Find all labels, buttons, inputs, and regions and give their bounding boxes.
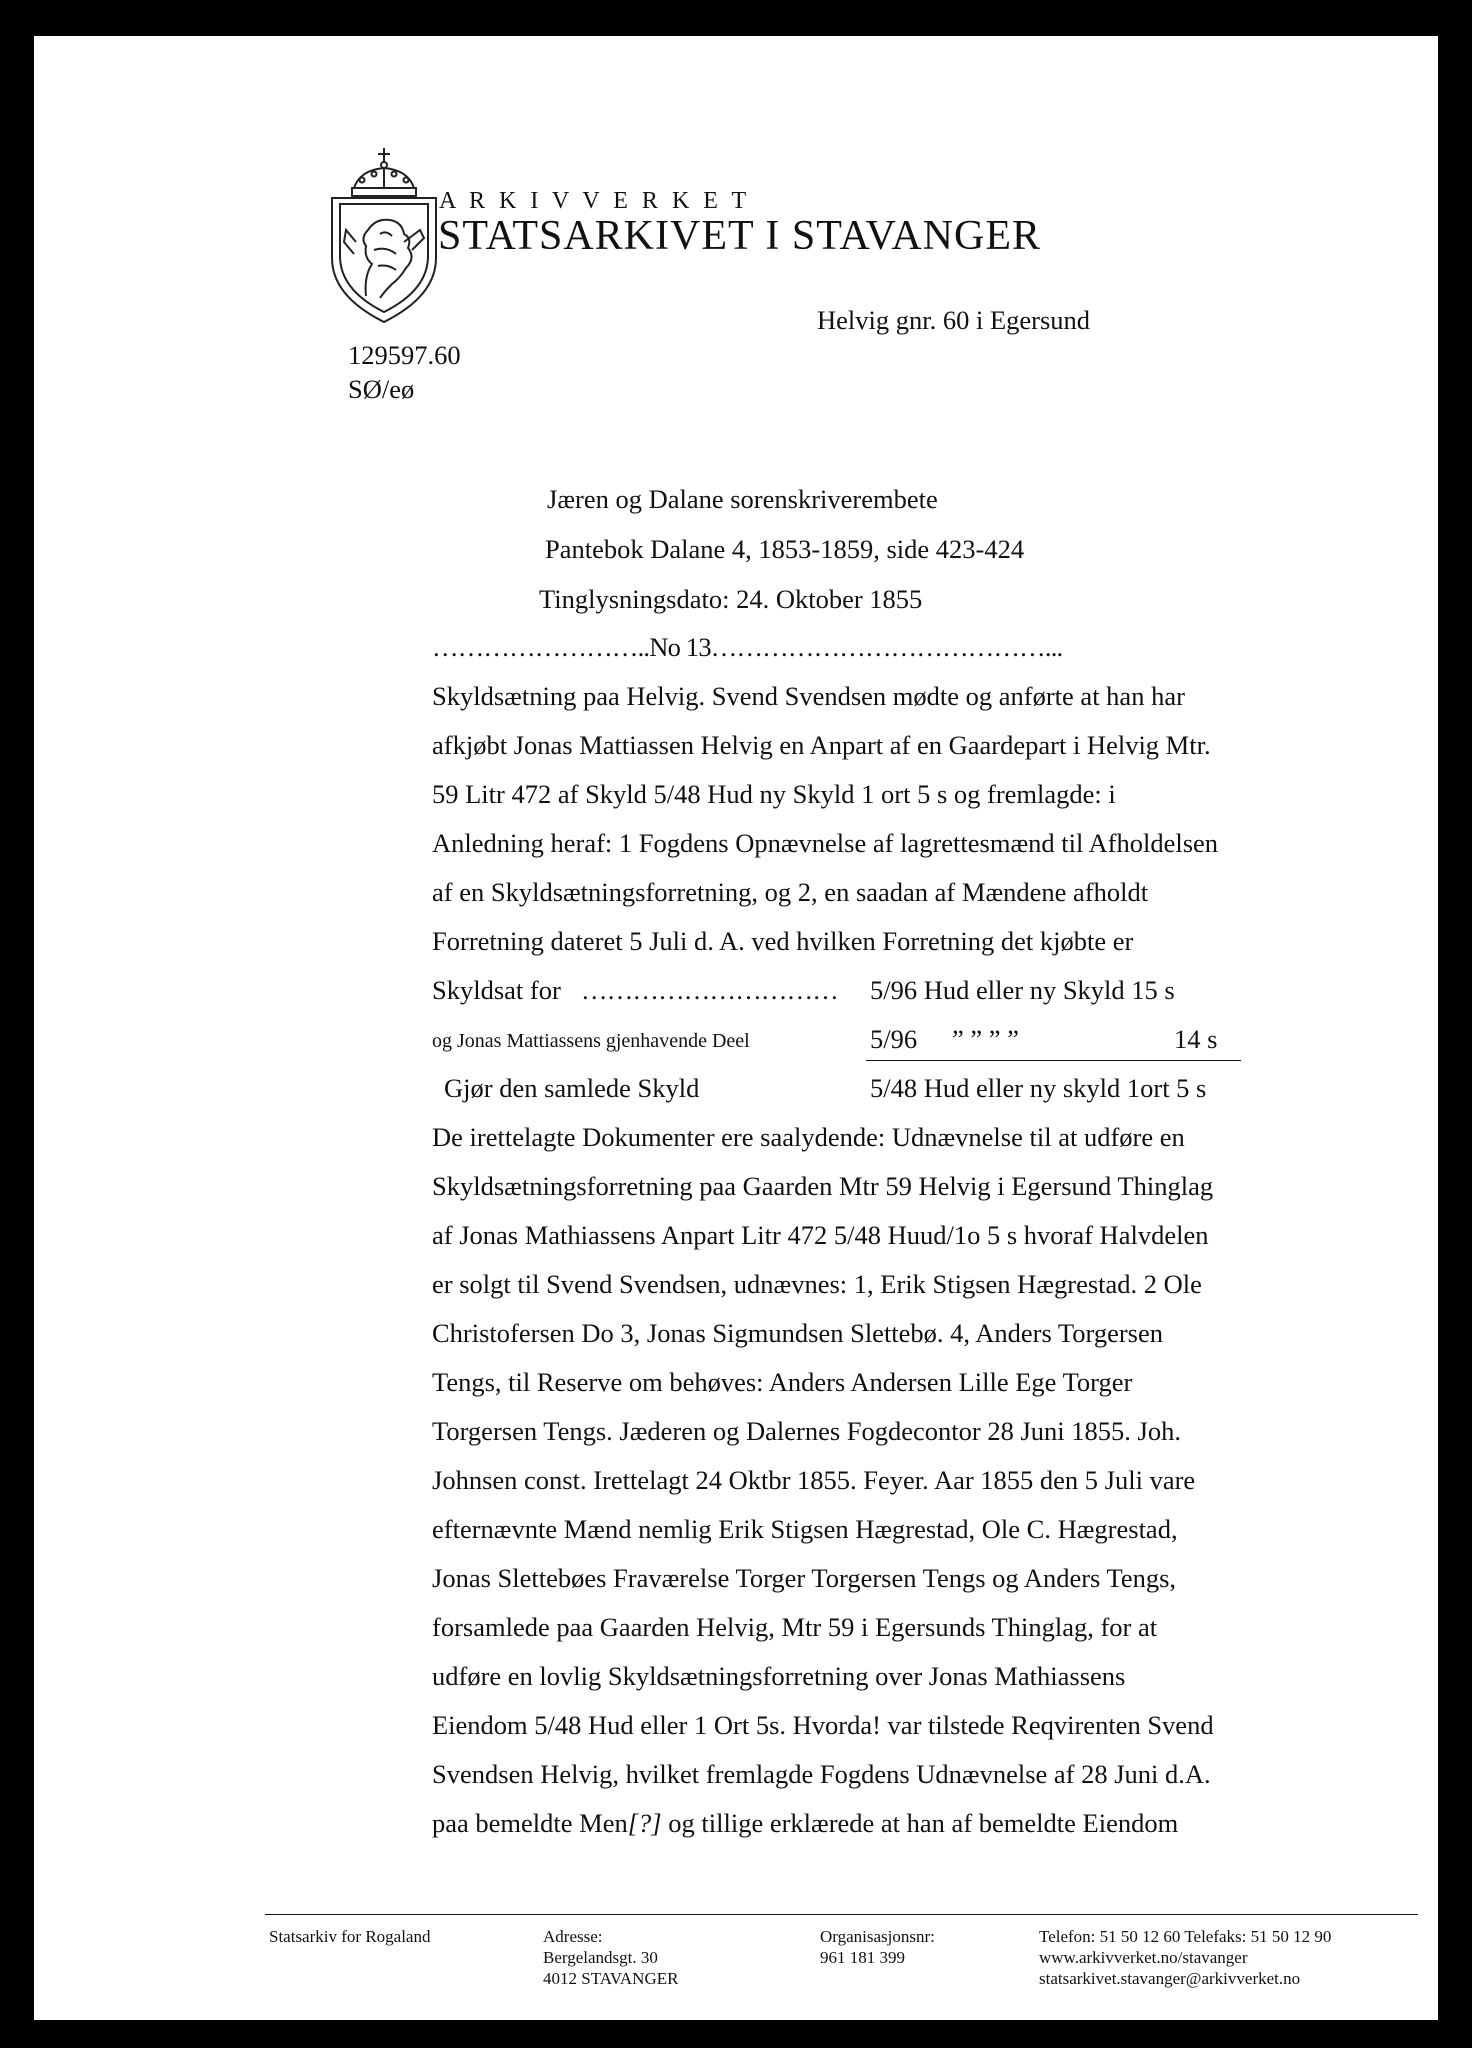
source-date: Tinglysningsdato: 24. Oktober 1855 bbox=[539, 584, 923, 614]
text-line: afkjøbt Jonas Mattiassen Helvig en Anpart af en Gaardepart i Helvig Mtr. bbox=[432, 730, 1211, 760]
text-line: efternævnte Mænd nemlig Erik Stigsen Hægrestad, Ole C. Hægrestad, bbox=[432, 1514, 1178, 1544]
footer-orgnr-label: Organisasjonsnr: bbox=[820, 1927, 935, 1946]
skyld-row-2-amount: 14 s bbox=[1174, 1024, 1218, 1054]
text-line: Jonas Slettebøes Fraværelse Torger Torgersen Tengs og Anders Tengs, bbox=[432, 1563, 1177, 1593]
text-line: Skyldsætning paa Helvig. Svend Svendsen mødte og anførte at han har bbox=[432, 681, 1185, 711]
last-text-line bbox=[432, 1808, 1178, 1839]
footer-org: Statsarkiv for Rogaland bbox=[269, 1927, 431, 1946]
last-line-before: paa bemeldte Men bbox=[432, 1808, 628, 1838]
text-line: af Jonas Mathiassens Anpart Litr 472 5/48 Huud/1o 5 s hvoraf Halvdelen bbox=[432, 1220, 1209, 1250]
skyld-row-3-value: 5/48 Hud eller ny skyld 1ort 5 s bbox=[870, 1073, 1207, 1103]
text-line: forsamlede paa Gaarden Helvig, Mtr 59 i Egersunds Thinglag, for at bbox=[432, 1612, 1158, 1642]
footer-orgnr-value: 961 181 399 bbox=[820, 1948, 905, 1967]
case-number: 129597.60 bbox=[348, 340, 461, 370]
footer-orgnr bbox=[820, 1926, 935, 1968]
property-title: Helvig gnr. 60 i Egersund bbox=[817, 305, 1091, 335]
text-line: udføre en lovlig Skyldsætningsforretning over Jonas Mathiassens bbox=[432, 1661, 1126, 1691]
skyld-row-2-label: og Jonas Mattiassens gjenhavende Deel bbox=[432, 1030, 750, 1052]
footer-email[interactable]: statsarkivet.stavanger@arkivverket.no bbox=[1039, 1969, 1301, 1988]
footer-postal: 4012 STAVANGER bbox=[543, 1969, 679, 1988]
text-line: Skyldsætningsforretning paa Gaarden Mtr 59 Helvig i Egersund Thinglag bbox=[432, 1171, 1214, 1201]
text-line: 59 Litr 472 af Skyld 5/48 Hud ny Skyld 1 ort 5 s og fremlagde: i bbox=[432, 779, 1116, 809]
text-line: Forretning dateret 5 Juli d. A. ved hvilken Forretning det kjøbte er bbox=[432, 926, 1134, 956]
text-line: Christofersen Do 3, Jonas Sigmundsen Slettebø. 4, Anders Torgersen bbox=[432, 1318, 1164, 1348]
skyld-row-2-fraction: 5/96 bbox=[870, 1024, 918, 1054]
text-line: Eiendom 5/48 Hud eller 1 Ort 5s. Hvorda! var tilstede Reqvirenten Svend bbox=[432, 1710, 1214, 1740]
skyld-row-1-dots: ………………………… bbox=[581, 975, 839, 1005]
coat-of-arms-icon bbox=[320, 146, 448, 326]
skyld-row-3-label: Gjør den samlede Skyld bbox=[444, 1073, 700, 1103]
text-line: De irettelagte Dokumenter ere saalydende: Udnævnelse til at udføre en bbox=[432, 1122, 1185, 1152]
footer-address-label: Adresse: bbox=[543, 1927, 603, 1946]
text-line: er solgt til Svend Svendsen, udnævnes: 1, Erik Stigsen Hægrestad. 2 Ole bbox=[432, 1269, 1202, 1299]
source-book: Pantebok Dalane 4, 1853-1859, side 423-424 bbox=[545, 534, 1025, 564]
footer-phone: Telefon: 51 50 12 60 Telefaks: 51 50 12 90 bbox=[1039, 1927, 1332, 1946]
org-name-small: A R K I V V E R K E T bbox=[439, 188, 751, 214]
footer-street: Bergelandsgt. 30 bbox=[543, 1948, 658, 1967]
skyld-row-2-ditto: ” ” ” ” bbox=[952, 1024, 1019, 1054]
text-line: Torgersen Tengs. Jæderen og Dalernes Fogdecontor 28 Juni 1855. Joh. bbox=[432, 1416, 1181, 1446]
source-office: Jæren og Dalane sorenskriverembete bbox=[547, 484, 938, 514]
footer-web[interactable]: www.arkivverket.no/stavanger bbox=[1039, 1948, 1248, 1967]
footer-rule bbox=[265, 1914, 1418, 1915]
text-line: Tengs, til Reserve om behøves: Anders Andersen Lille Ege Torger bbox=[432, 1367, 1133, 1397]
skyld-row-1-label: Skyldsat for bbox=[432, 975, 561, 1005]
text-line: af en Skyldsætningsforretning, og 2, en saadan af Mændene afholdt bbox=[432, 877, 1149, 907]
text-line: Svendsen Helvig, hvilket fremlagde Fogdens Udnævnelse af 28 Juni d.A. bbox=[432, 1759, 1211, 1789]
case-initials: SØ/eø bbox=[348, 374, 415, 404]
org-name-large: STATSARKIVET I STAVANGER bbox=[438, 213, 1042, 259]
document-page bbox=[34, 36, 1438, 2020]
skyld-row-1-value: 5/96 Hud eller ny Skyld 15 s bbox=[870, 975, 1175, 1005]
footer-contact bbox=[1039, 1926, 1331, 1989]
record-number: ……………………..No 13…………………………………... bbox=[432, 632, 1063, 662]
text-line: Johnsen const. Irettelagt 24 Oktbr 1855. Feyer. Aar 1855 den 5 Juli vare bbox=[432, 1465, 1196, 1495]
footer-address bbox=[543, 1926, 678, 1989]
last-line-after: og tillige erklærede at han af bemeldte Eiendom bbox=[661, 1808, 1179, 1838]
text-line: Anledning heraf: 1 Fogdens Opnævnelse af lagrettesmænd til Afholdelsen bbox=[432, 828, 1219, 858]
uncertain-reading: [?] bbox=[627, 1808, 662, 1838]
